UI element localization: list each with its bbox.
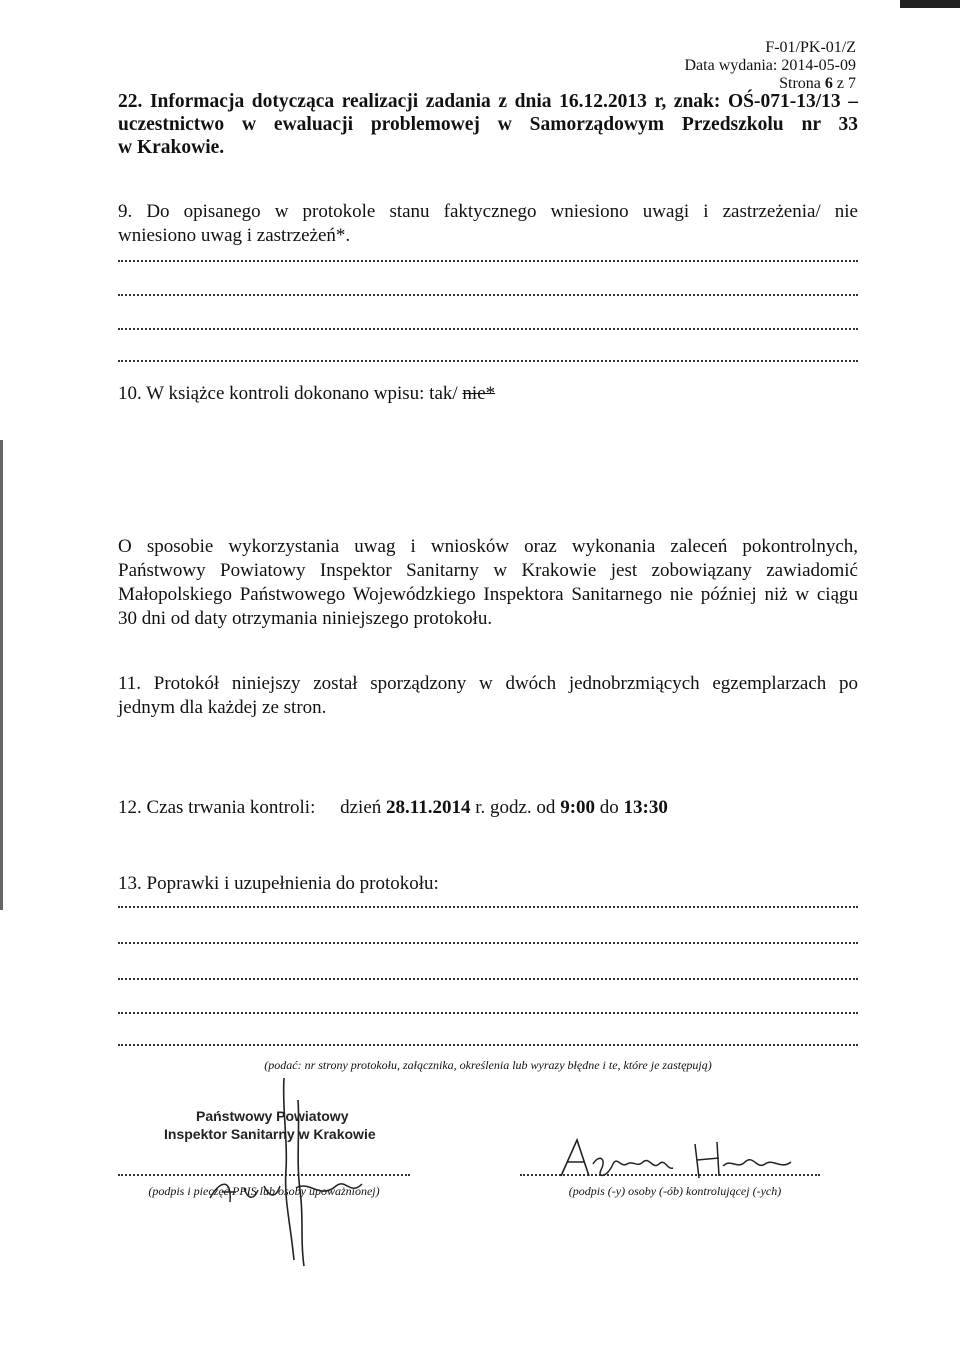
info-paragraph xyxy=(118,535,858,631)
left-signature-caption: (podpis i pieczęć PPIS lub osoby upoważnionej) xyxy=(148,1184,380,1198)
dotted-line xyxy=(118,326,858,330)
section-13-label: 13. Poprawki i uzupełnienia do protokołu: xyxy=(118,873,439,894)
section-12 xyxy=(118,796,858,820)
dotted-line xyxy=(118,358,858,362)
page-prefix: Strona xyxy=(779,75,825,92)
stamp-line-2: Inspektor Sanitarny w Krakowie xyxy=(164,1126,376,1142)
stamp-line-1: Państwowy Powiatowy xyxy=(196,1108,349,1124)
day-prefix: dzień xyxy=(340,797,387,818)
control-time xyxy=(340,797,668,818)
right-handwritten-signature xyxy=(555,1134,815,1190)
section-9-line-2: wniesiono uwag i zastrzeżeń*. xyxy=(118,225,351,246)
section-10 xyxy=(118,382,858,406)
time-do: do xyxy=(595,797,624,818)
dotted-line xyxy=(118,940,858,944)
control-date: 28.11.2014 xyxy=(386,797,471,818)
right-signature-caption: (podpis (-y) osoby (-ób) kontrolującej (-ych) xyxy=(568,1184,782,1198)
title-line-1: 22. Informacja dotycząca realizacji zadania z dnia 16.12.2013 r, znak: OŚ-071-13/13 – xyxy=(118,91,858,112)
page-mid: z xyxy=(832,75,848,92)
scan-edge-line xyxy=(0,440,3,910)
dotted-line xyxy=(118,292,858,296)
section-11-line-1: 11. Protokół niniejszy został sporządzony w dwóch jednobrzmiących egzemplarzach po xyxy=(118,673,858,694)
issue-date: Data wydania: 2014-05-09 xyxy=(684,57,856,74)
time-text: r. godz. od xyxy=(470,797,561,818)
dotted-line xyxy=(118,1010,858,1014)
dotted-line xyxy=(118,1042,858,1046)
title-line-2: uczestnictwo w ewaluacji problemowej w Samorządowym Przedszkolu nr 33 xyxy=(118,114,858,135)
scan-corner-mark xyxy=(900,0,960,8)
form-code: F-01/PK-01/Z xyxy=(765,39,856,56)
title-line-3: w Krakowie. xyxy=(118,137,225,158)
time-to: 13:30 xyxy=(623,797,668,818)
section-11 xyxy=(118,672,858,720)
section-title xyxy=(118,90,858,159)
time-from: 9:00 xyxy=(560,797,596,818)
left-handwritten-signature xyxy=(200,1070,380,1270)
section-10-text: 10. W książce kontroli dokonano wpisu: tak/ xyxy=(118,383,463,404)
section-12-label: 12. Czas trwania kontroli: xyxy=(118,797,316,818)
dotted-line xyxy=(118,976,858,980)
info-line-1: O sposobie wykorzystania uwag i wniosków oraz wykonania zaleceń pokontrolnych, xyxy=(118,536,858,557)
corrections-note: (podać: nr strony protokołu, załącznika, określenia lub wyrazy błędne i te, które je zastępują) xyxy=(264,1058,712,1072)
dotted-line xyxy=(118,258,858,262)
dotted-line xyxy=(118,904,858,908)
section-10-struck: nie* xyxy=(462,383,496,404)
info-line-2: Państwowy Powiatowy Inspektor Sanitarny w Krakowie jest zobowiązany zawiadomić xyxy=(118,560,858,581)
page-total: 7 xyxy=(848,75,856,92)
page-current: 6 xyxy=(824,75,833,92)
section-11-line-2: jednym dla każdej ze stron. xyxy=(118,697,327,718)
section-9-line-1: 9. Do opisanego w protokole stanu faktycznego wniesiono uwagi i zastrzeżenia/ nie xyxy=(118,201,858,222)
section-9 xyxy=(118,200,858,248)
info-line-3: Małopolskiego Państwowego Wojewódzkiego Inspektora Sanitarnego nie później niż w ciągu xyxy=(118,584,858,605)
info-line-4: 30 dni od daty otrzymania niniejszego protokołu. xyxy=(118,608,493,629)
